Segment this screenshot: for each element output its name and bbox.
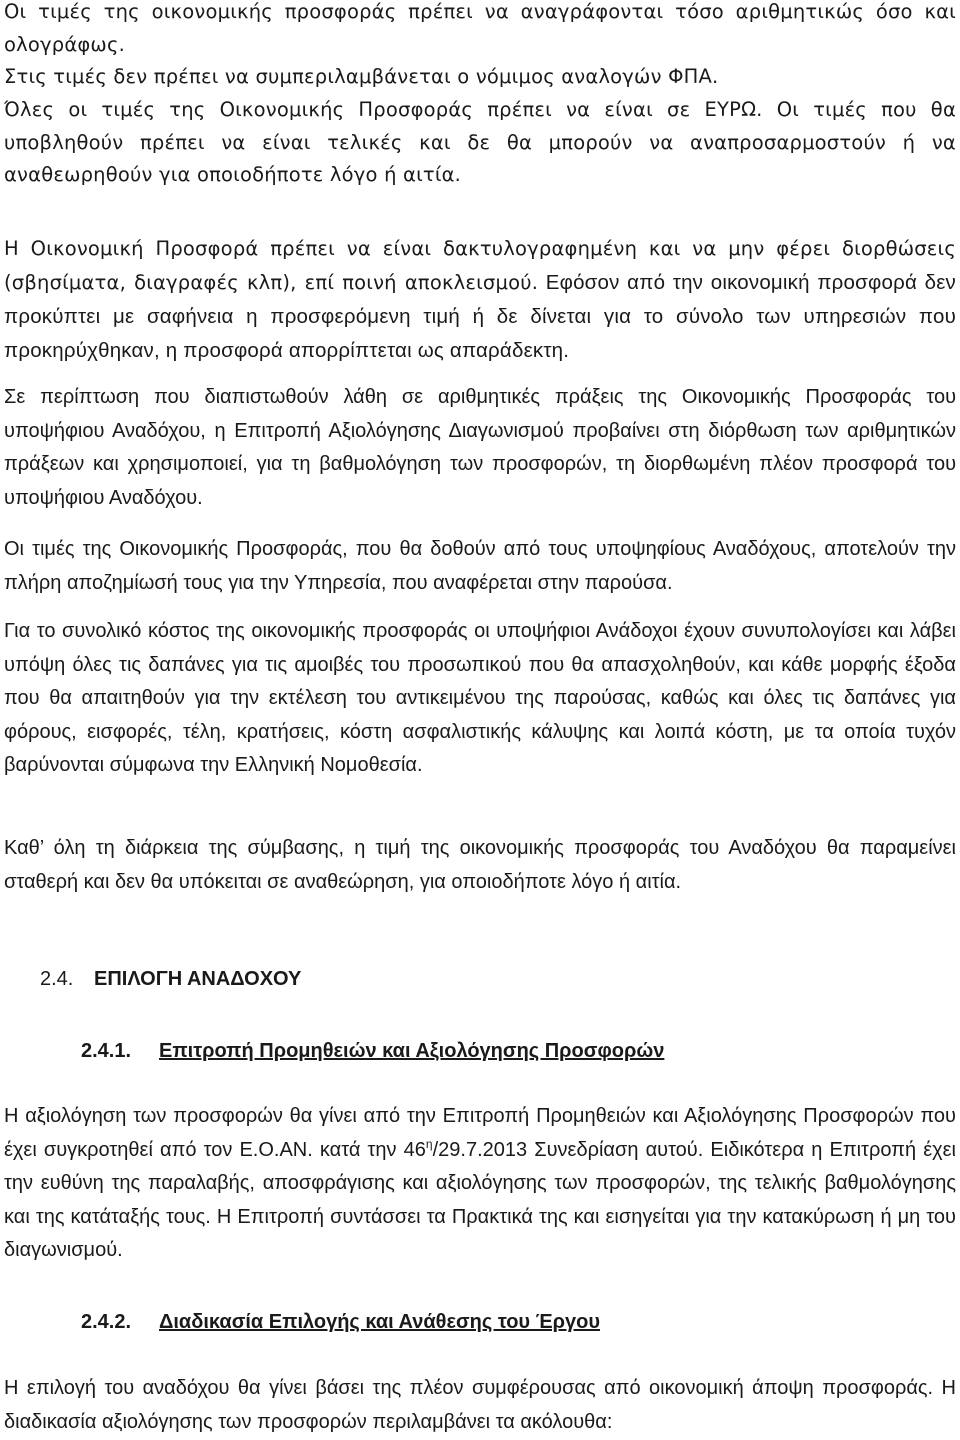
paragraph-evaluation-committee: [4, 1100, 956, 1268]
paragraph-evaluation-committee-part2: /29.7.2013 Συνεδρίαση αυτού. Ειδικότερα η Επιτροπή έχει την ευθύνη της παραλαβής, αποσφράγισης και αξιολόγησης των προσφορών, της τελικής βαθμολόγησης και της κατάταξής τους. Η Επιτροπή συντάσσει τα Πρακτικά της και εισηγείται για την κατακύρωση ή μη του διαγωνισμού.: [4, 1138, 956, 1261]
section-heading-2-4-1: [81, 1039, 664, 1063]
paragraph-vat: Στις τιμές δεν πρέπει να συμπεριλαμβάνεται ο νόμιμος αναλογών ΦΠΑ.: [4, 65, 719, 88]
section-number: 2.4.2.: [81, 1311, 132, 1333]
paragraph-selection-procedure: Η επιλογή του αναδόχου θα γίνει βάσει της πλέον συμφέρουσας από οικονομική άποψη προσφοράς. Η διαδικασία αξιολόγησης των προσφορών περιλαμβάνει τα ακόλουθα:: [4, 1377, 956, 1433]
paragraph-full-compensation: Οι τιμές της Οικονομικής Προσφοράς, που θα δοθούν από τους υποψηφίους Αναδόχους, αποτελούν την πλήρη αποζημίωσή τους για την Υπηρεσία, που αναφέρεται στην παρούσα.: [4, 538, 956, 594]
section-title: Διαδικασία Επιλογής και Ανάθεσης του Έργου: [159, 1311, 601, 1333]
paragraph-price-format: Οι τιμές της οικονομικής προσφοράς πρέπει να αναγράφονται τόσο αριθμητικώς όσο και ολογράφως.: [4, 0, 956, 56]
section-title: ΕΠΙΛΟΓΗ ΑΝΑΔΟΧΟΥ: [94, 968, 302, 990]
section-heading-2-4-2: [81, 1310, 600, 1334]
paragraph-typed-offer-part2: Εφόσον από την οικονομική προσφορά δεν προκύπτει με σαφήνεια η προσφερόμενη τιμή ή δε δίνεται για το σύνολο των υπηρεσιών που προκηρύχθηκαν, η προσφορά απορρίπτεται ως απαράδεκτη.: [4, 270, 956, 362]
ordinal-superscript: η: [425, 1136, 433, 1151]
paragraph-total-cost: Για το συνολικό κόστος της οικονομικής προσφοράς οι υποψήφιοι Ανάδοχοι έχουν συνυπολογίσει και λάβει υπόψη όλες τις δαπάνες για τις αμοιβές του προσωπικού που θα απασχοληθούν, και κάθε μορφής έξοδα που θα απαιτηθούν για την εκτέλεση του αντικειμένου της παρούσας, καθώς και όλες τις δαπάνες για φόρους, εισφορές, τέλη, κρατήσεις, κόστη ασφαλιστικής κάλυψης και λοιπά κόστη, με τα οποία τυχόν βαρύνονται σύμφωνα την Ελληνική Νομοθεσία.: [4, 620, 956, 776]
paragraph-euro-prices: Όλες οι τιμές της Οικονομικής Προσφοράς πρέπει να είναι σε ΕΥΡΩ. Οι τιμές που θα υποβληθούν πρέπει να είναι τελικές και δε θα μπορούν να αναπροσαρμοστούν ή να αναθεωρηθούν για οποιοδήποτε λόγο ή αιτία.: [4, 98, 956, 186]
section-heading-2-4: [40, 967, 301, 991]
paragraph-typed-offer: [4, 233, 956, 368]
paragraph-arithmetic-errors: Σε περίπτωση που διαπιστωθούν λάθη σε αριθμητικές πράξεις της Οικονομικής Προσφοράς του υποψήφιου Αναδόχου, η Επιτροπή Αξιολόγησης Διαγωνισμού προβαίνει στη διόρθωση των αριθμητικών πράξεων και χρησιμοποιεί, για τη βαθμολόγηση των προσφορών, τη διορθωμένη πλέον προσφορά του υποψήφιου Αναδόχου.: [4, 386, 956, 509]
paragraph-fixed-price: Καθ’ όλη τη διάρκεια της σύμβασης, η τιμή της οικονομικής προσφοράς του Αναδόχου θα παραμείνει σταθερή και δεν θα υπόκειται σε αναθεώρηση, για οποιοδήποτε λόγο ή αιτία.: [4, 837, 956, 893]
section-title: Επιτροπή Προμηθειών και Αξιολόγησης Προσφορών: [159, 1040, 665, 1062]
section-number: 2.4.1.: [81, 1040, 132, 1062]
paragraph-typed-offer-part1: Η Οικονομική Προσφορά πρέπει να είναι δακτυλογραφημένη και να μην φέρει διορθώσεις (σβησίματα, διαγραφές κλπ), επί ποινή αποκλεισμού.: [4, 237, 956, 294]
paragraph-evaluation-committee-part1: Η αξιολόγηση των προσφορών θα γίνει από την Επιτροπή Προμηθειών και Αξιολόγησης Προσφορών που έχει συγκροτηθεί από τον Ε.Ο.ΑΝ. κατά την 46: [4, 1105, 956, 1161]
section-number: 2.4.: [40, 968, 74, 990]
